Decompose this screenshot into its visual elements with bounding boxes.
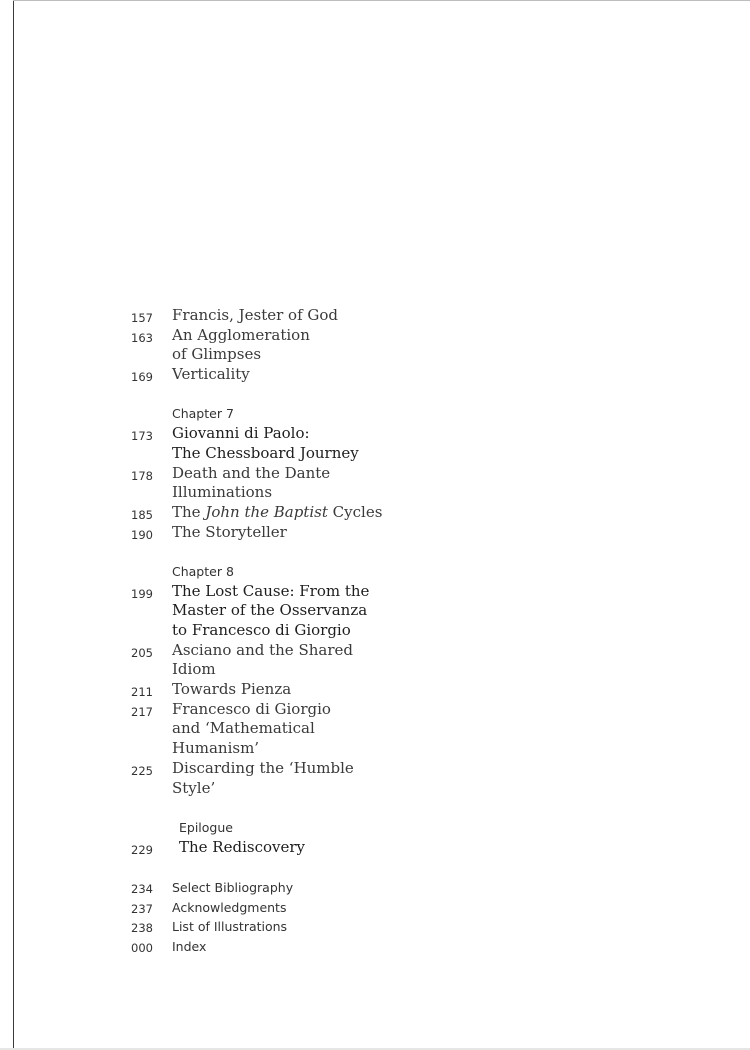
entry-title: List of Illustrations <box>172 919 288 935</box>
entry-title-line-2: and ‘Mathematical <box>172 719 315 738</box>
toc-entry-continuation <box>0 621 750 641</box>
toc-chapter-title[interactable] <box>0 582 750 602</box>
toc-back-matter-entry[interactable] <box>0 936 750 956</box>
chapter-title-line-1: The Lost Cause: From the <box>172 581 370 600</box>
chapter-heading <box>0 562 750 582</box>
entry-title-line-2: Idiom <box>172 660 216 679</box>
entry-title: Select Bibliography <box>172 879 294 895</box>
page-number: 238 <box>131 921 153 936</box>
entry-title-line-2: Illuminations <box>172 483 273 502</box>
entry-title-after: Cycles <box>327 502 383 521</box>
toc-entry[interactable] <box>0 306 750 326</box>
page-number: 199 <box>131 586 153 601</box>
page-number: 169 <box>131 370 153 385</box>
epilogue-label: Epilogue <box>179 819 233 835</box>
entry-title-line-1: An Agglomeration <box>172 325 310 344</box>
entry-title-line-3: Humanism’ <box>172 739 260 758</box>
page-number: 157 <box>131 311 153 325</box>
entry-title-line-2: of Glimpses <box>172 345 262 364</box>
chapter-label: Chapter 8 <box>172 563 234 579</box>
entry-title-line-1: Death and the Dante <box>172 463 331 482</box>
page-top-edge <box>13 0 750 1</box>
page-number: 173 <box>131 429 153 444</box>
toc-chapter-title[interactable] <box>0 838 750 858</box>
toc-entry-continuation <box>0 779 750 799</box>
toc-entry[interactable] <box>0 365 750 385</box>
chapter-heading <box>0 404 750 424</box>
toc-entry[interactable] <box>0 523 750 543</box>
toc-chapter-title[interactable] <box>0 424 750 444</box>
entry-title-line-1: Discarding the ‘Humble <box>172 758 354 777</box>
toc-entry-continuation <box>0 660 750 680</box>
toc-entry[interactable] <box>0 503 750 523</box>
page-number: 178 <box>131 468 153 483</box>
toc-entry[interactable] <box>0 680 750 700</box>
table-of-contents <box>0 306 750 956</box>
entry-title: Acknowledgments <box>172 899 287 915</box>
toc-entry[interactable] <box>0 759 750 779</box>
chapter-title-line-1: Giovanni di Paolo: <box>172 424 310 443</box>
epilogue-title: The Rediscovery <box>179 837 306 856</box>
section-gap <box>0 385 750 405</box>
chapter-label: Chapter 7 <box>172 406 234 422</box>
entry-title: Towards Pienza <box>172 680 292 699</box>
toc-entry-continuation <box>0 483 750 503</box>
entry-title: The Storyteller <box>172 522 287 541</box>
entry-title <box>172 503 382 523</box>
chapter-title-line-2: The Chessboard Journey <box>172 443 359 462</box>
toc-entry[interactable] <box>0 700 750 720</box>
page-number: 211 <box>131 685 153 700</box>
page-number: 225 <box>131 763 153 778</box>
toc-back-matter-entry[interactable] <box>0 877 750 897</box>
page-number: 237 <box>131 901 153 916</box>
page-number: 217 <box>131 704 153 719</box>
entry-title-before: The <box>172 502 206 521</box>
toc-entry-continuation <box>0 444 750 464</box>
epilogue-heading <box>0 818 750 838</box>
section-gap <box>0 857 750 877</box>
toc-entry-continuation <box>0 739 750 759</box>
page-number: 000 <box>131 941 153 955</box>
page-number: 190 <box>131 527 153 542</box>
chapter-title-line-3: to Francesco di Giorgio <box>172 621 351 639</box>
entry-title: Francis, Jester of God <box>172 306 339 324</box>
toc-entry[interactable] <box>0 326 750 346</box>
entry-title: Verticality <box>172 365 250 384</box>
toc-back-matter-entry[interactable] <box>0 897 750 917</box>
entry-title-line-1: Asciano and the Shared <box>172 640 353 659</box>
toc-entry[interactable] <box>0 464 750 484</box>
page-number: 163 <box>131 330 153 345</box>
chapter-title-line-2: Master of the Osservanza <box>172 601 368 620</box>
page-number: 234 <box>131 881 153 896</box>
entry-title-line-1: Francesco di Giorgio <box>172 699 331 718</box>
toc-entry[interactable] <box>0 641 750 661</box>
toc-back-matter-entry[interactable] <box>0 916 750 936</box>
page-number: 185 <box>131 507 153 522</box>
section-gap <box>0 798 750 818</box>
page-number: 229 <box>131 842 153 857</box>
entry-title-line-2: Style’ <box>172 778 216 797</box>
toc-entry-continuation <box>0 601 750 621</box>
entry-title-italic: John the Baptist <box>205 502 328 521</box>
section-gap <box>0 542 750 562</box>
toc-entry-continuation <box>0 719 750 739</box>
entry-title: Index <box>172 939 207 954</box>
toc-entry-continuation <box>0 345 750 365</box>
page-number: 205 <box>131 645 153 660</box>
